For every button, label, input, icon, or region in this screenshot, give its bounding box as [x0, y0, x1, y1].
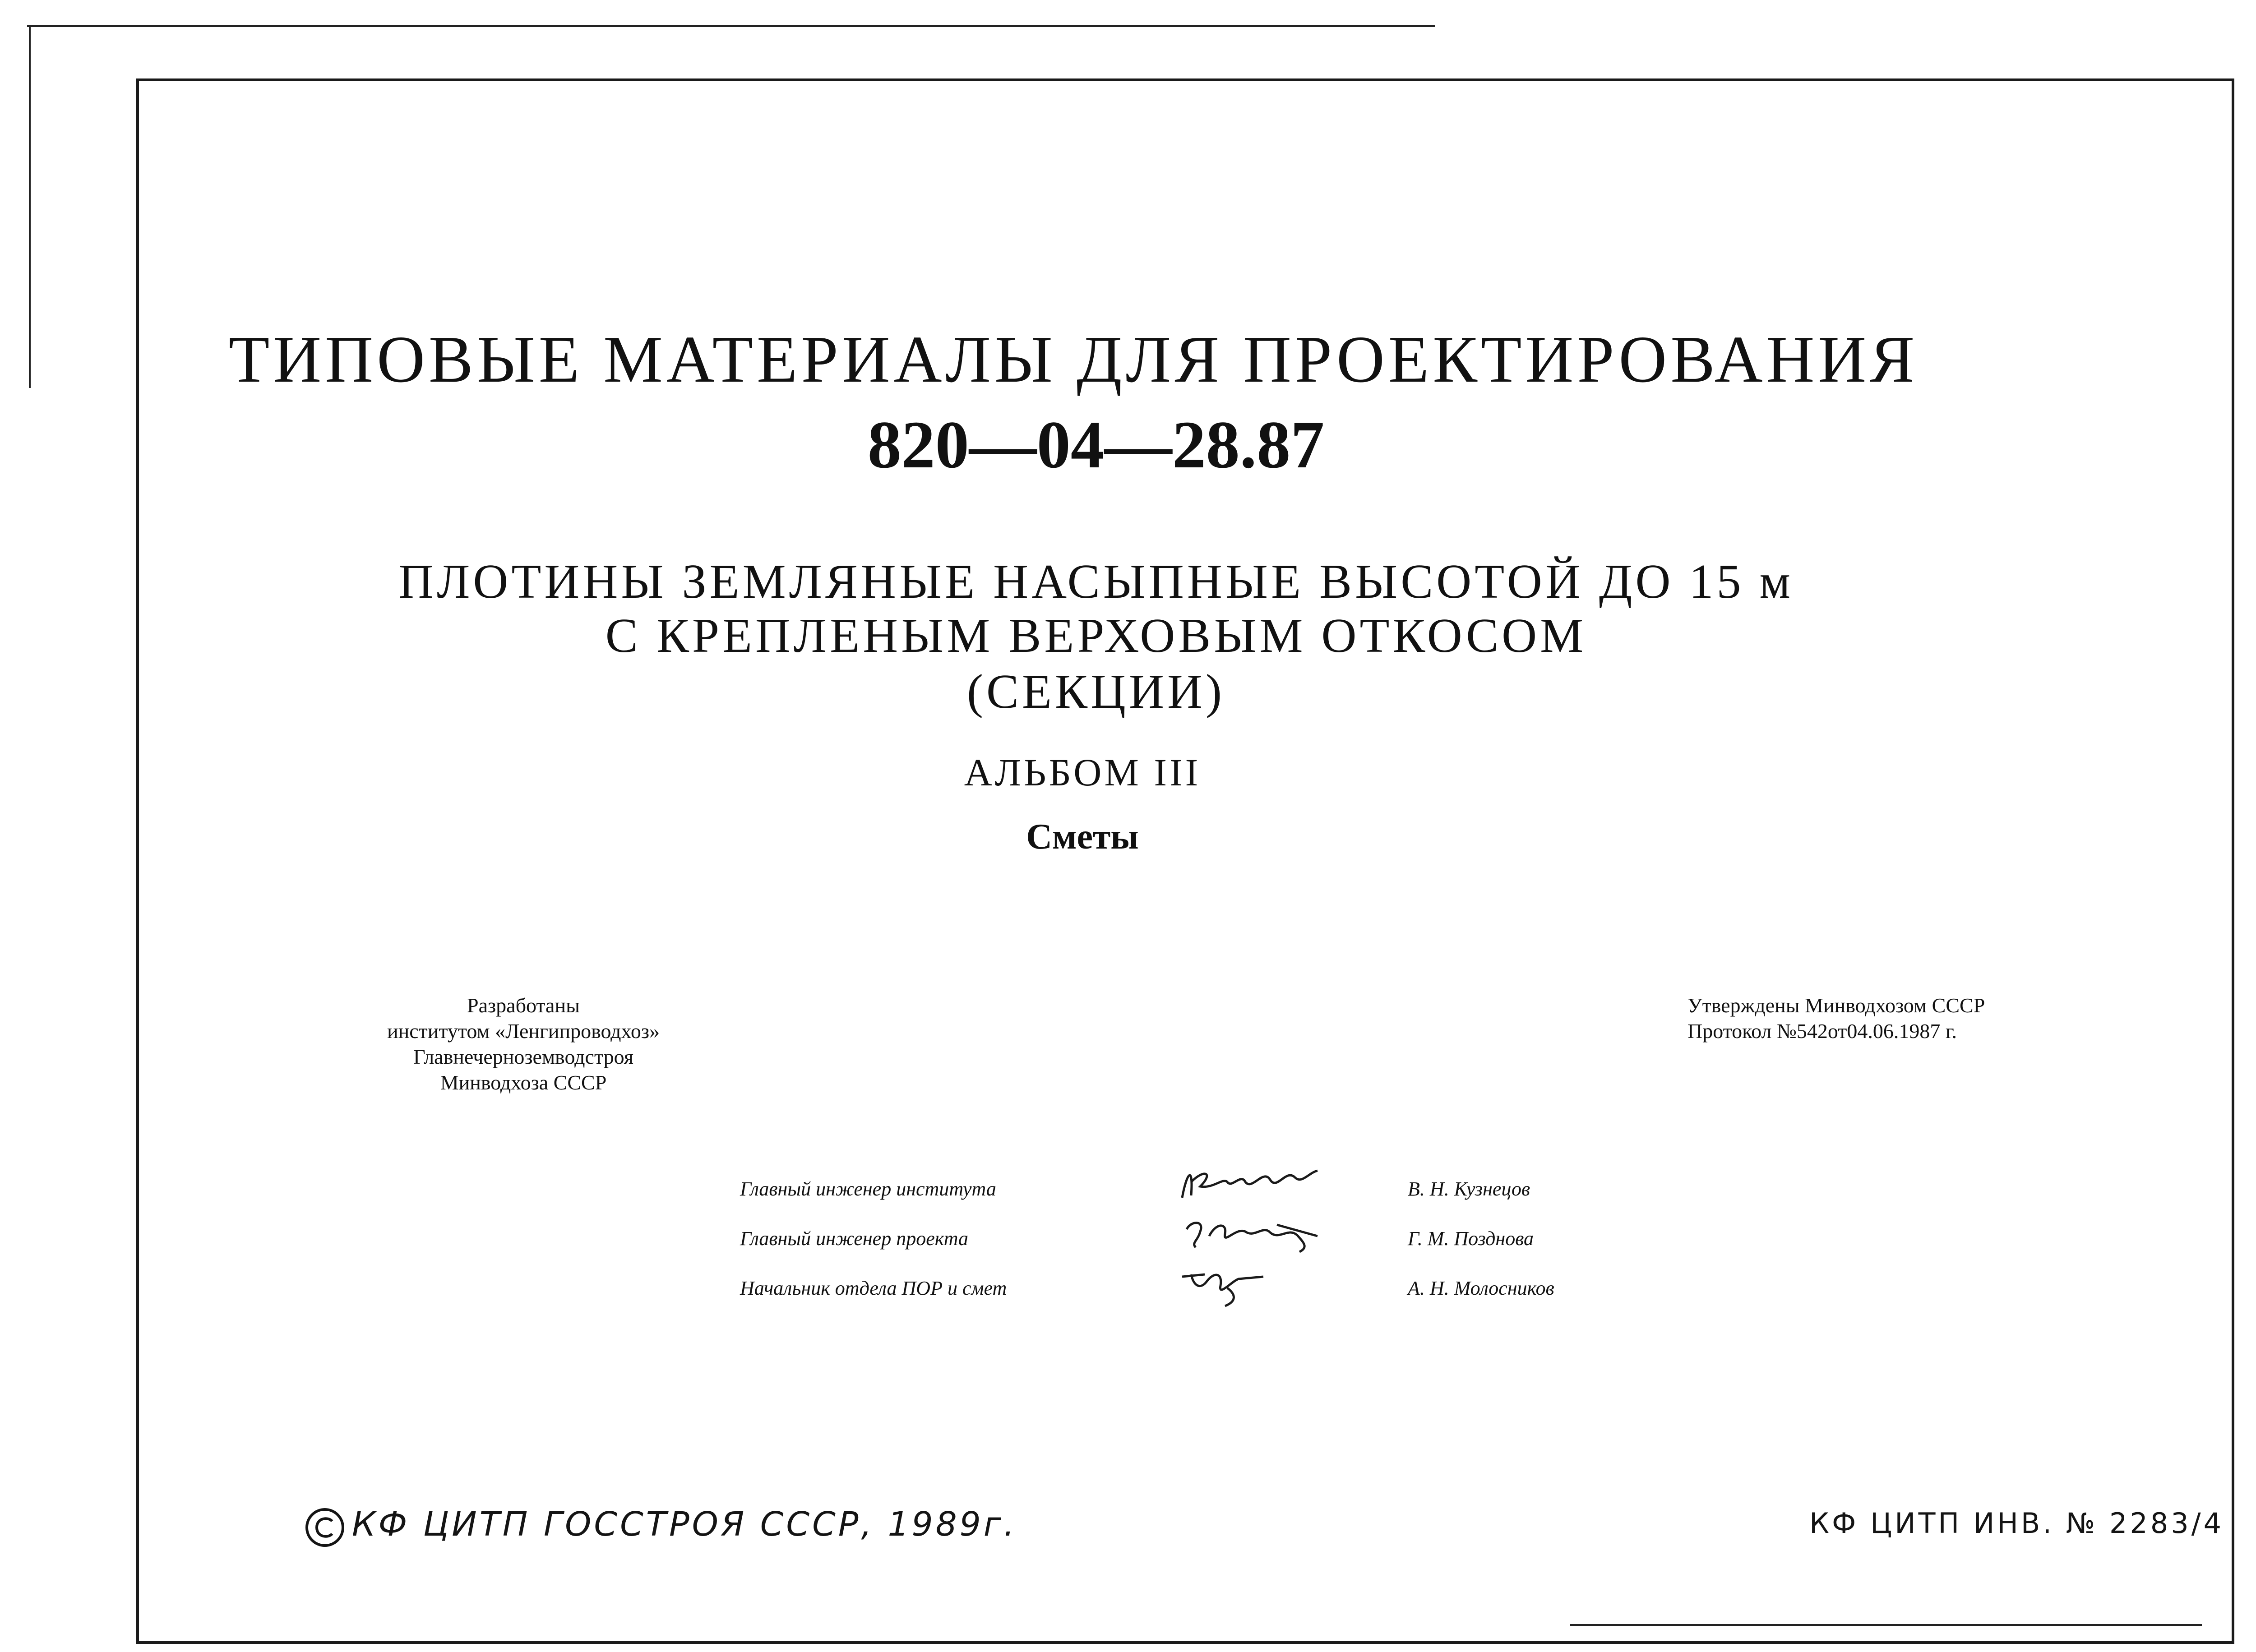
developed-line-4: Минводхоза СССР	[440, 1071, 607, 1094]
signature-name: Г. М. Позднова	[1408, 1227, 1534, 1250]
copyright-icon	[303, 1506, 347, 1549]
subtitle-line-3: (СЕКЦИИ)	[967, 665, 1225, 719]
document-code: 820—04—28.87	[867, 407, 1325, 482]
album-label: АЛЬБОМ III	[964, 751, 1201, 794]
approved-line-2: Протокол №542от04.06.1987 г.	[1687, 1020, 1957, 1043]
frame-gap	[1299, 1537, 1312, 1546]
top-scan-edge	[27, 25, 1435, 27]
copyright-stamp: КФ ЦИТП ГОССТРОЯ СССР, 1989г.	[352, 1505, 1017, 1544]
signature-role: Главный инженер проекта	[740, 1227, 969, 1250]
developed-line-3: Главнечерноземводстроя	[413, 1045, 633, 1068]
signature-role: Главный инженер института	[740, 1178, 996, 1200]
signature-name: А. Н. Молосников	[1408, 1277, 1554, 1299]
approved-block	[1687, 992, 2139, 1044]
signature-row	[0, 1277, 2256, 1313]
signature-name: В. Н. Кузнецов	[1408, 1178, 1530, 1200]
developed-by-block	[280, 992, 767, 1095]
signature-row	[0, 1177, 2256, 1214]
drawing-frame	[136, 78, 2234, 1644]
section-label: Сметы	[1026, 817, 1139, 857]
handwritten-signature-icon	[1173, 1204, 1327, 1259]
approved-line-1: Утверждены Минводхозом СССР	[1687, 994, 1985, 1017]
handwritten-signature-icon	[1173, 1254, 1327, 1308]
signature-role: Начальник отдела ПОР и смет	[740, 1277, 1007, 1299]
inventory-stamp: КФ ЦИТП ИНВ. № 2283/4	[1809, 1507, 2224, 1540]
subtitle-line-1: ПЛОТИНЫ ЗЕМЛЯНЫЕ НАСЫПНЫЕ ВЫСОТОЙ ДО 15 м	[398, 555, 1794, 609]
developed-line-1: Разработаны	[467, 994, 580, 1017]
handwritten-signature-icon	[1173, 1155, 1327, 1209]
signature-row	[0, 1227, 2256, 1263]
developed-line-2: институтом «Ленгипроводхоз»	[387, 1020, 660, 1043]
subtitle-line-2: С КРЕПЛЕНЫМ ВЕРХОВЫМ ОТКОСОМ	[605, 609, 1587, 663]
document-title: ТИПОВЫЕ МАТЕРИАЛЫ ДЛЯ ПРОЕКТИРОВАНИЯ	[228, 323, 1919, 397]
